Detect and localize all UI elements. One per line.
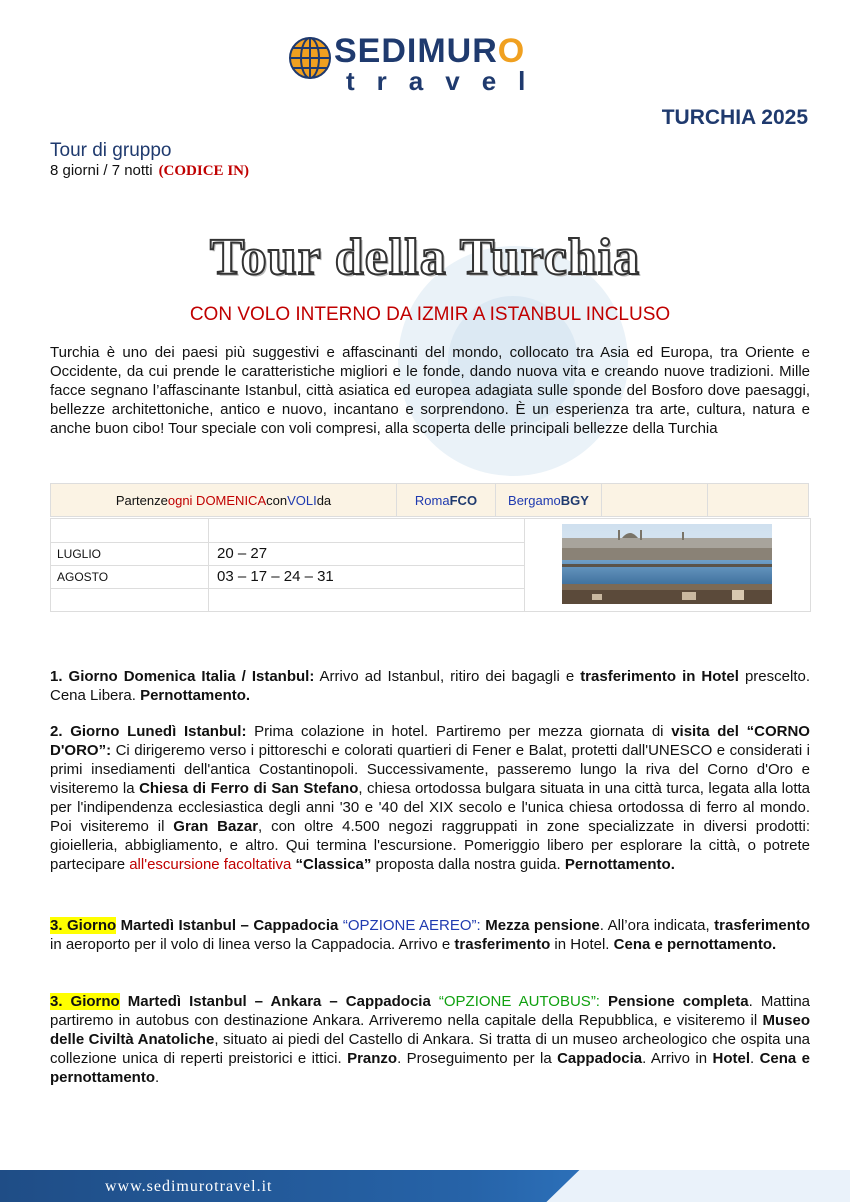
departure-empty-cell xyxy=(708,484,808,516)
logo-o-letter: O xyxy=(497,32,526,70)
logo-brand-top: SEDIMURO xyxy=(334,32,526,70)
days-cell: 03 – 17 – 24 – 31 xyxy=(217,568,334,585)
country-year: TURCHIA 2025 xyxy=(661,106,808,129)
tour-code: (CODICE IN) xyxy=(158,163,249,179)
logo-brand-bottom: travel xyxy=(346,66,548,96)
departure-city-rome: Roma FCO xyxy=(397,484,496,516)
itinerary-day-1: 1. Giorno Domenica Italia / Istanbul: Arrivo ad Istanbul, ritiro dei bagagli e trasferimento in Hotel prescelto. Cena Libera. Pernottamento. xyxy=(50,668,810,704)
tour-type: Tour di gruppo xyxy=(50,140,172,161)
days-cell: 20 – 27 xyxy=(217,545,268,562)
intro-paragraph: Turchia è uno dei paesi più suggestivi e affascinanti del mondo, collocato tra Asia ed Europa, tra Oriente e Occidente, da cui prende le caratteristiche migliori e le fonde, dando nuova vita e creando nuove tradizioni. Mille facce segnano l’affascinante Istanbul, città asiatica ed europea adagiata sulle sponde del Bosforo dove paesaggi, bellezze architettoniche, antico e nuovo, incantano e sorprendono. È un esperienza tra arte, cultura, natura e anche buon cibo! Tour speciale con voli compresi, alla scoperta delle principali bellezze della Turchia xyxy=(50,344,810,437)
globe-icon xyxy=(288,36,332,80)
departure-empty-cell xyxy=(602,484,708,516)
table-row xyxy=(51,565,524,589)
tour-duration: 8 giorni / 7 notti (CODICE IN) xyxy=(50,162,249,179)
departure-city-bergamo: Bergamo BGY xyxy=(496,484,602,516)
table-row xyxy=(51,519,524,543)
page-subtitle: CON VOLO INTERNO DA IZMIR A ISTANBUL INCLUSO xyxy=(189,304,671,325)
table-row xyxy=(51,542,524,566)
itinerary-day-3-bus: 3. Giorno Martedì Istanbul – Ankara – Cappadocia “OPZIONE AUTOBUS”: Pensione completa. Mattina partiremo in autobus con destinazione Ankara. Arriveremo nella capitale della Repubblica, e visiteremo il Museo delle Civiltà Anatoliche, situato ai piedi del Castello di Ankara. Si tratta di un museo archeologico che ospita una collezione unica di reperti preistorici e ittici. Pranzo. Proseguimento per la Cappadocia. Arrivo in Hotel. Cena e pernottamento. xyxy=(50,993,811,1086)
itinerary-day-2: 2. Giorno Lunedì Istanbul: Prima colazione in hotel. Partiremo per mezza giornata di visita del “CORNO D'ORO”: Ci dirigeremo verso i pittoreschi e colorati quartieri di Fener e Balat, protetti dall'UNESCO e considerati i primi insediamenti dell'antica Costantinopoli. Successivamente, passeremo lungo la riva del Corno d'Oro e visiteremo la Chiesa di Ferro di San Stefano, chiesa ortodossa bulgara situata in una città turca, legata alla lotta per l'indipendenza ecclesiastica degli anni '30 e '40 del XIX secolo e l'unica chiesa ortodossa di ferro al mondo. Poi visiteremo il Gran Bazar, con oltre 4.500 negozi raggruppati in zone specializzate in diversi prodotti: gioielleria, abbigliamento, e altro. Qui termina l'escursione. Pomeriggio libero per esplorare la città, o potrete partecipare all'escursione facoltativa “Classica” proposta dalla nostra guida. Pernottamento. xyxy=(50,723,811,873)
month-cell: AGOSTO xyxy=(51,565,209,588)
day-number-highlight: 3. Giorno xyxy=(50,993,120,1010)
departures-label: Partenze ogni DOMENICA con VOLI da xyxy=(51,484,397,516)
itinerary-day-3-flight: 3. Giorno Martedì Istanbul – Cappadocia “OPZIONE AEREO”: Mezza pensione. All’ora indicata, trasferimento in aeroporto per il volo di linea verso la Cappadocia. Arrivo e trasferimento in Hotel. Cena e pernottamento. xyxy=(50,917,811,953)
istanbul-photo xyxy=(562,524,772,604)
month-cell: LUGLIO xyxy=(51,542,209,565)
day-number-highlight: 3. Giorno xyxy=(50,917,117,934)
website-link[interactable]: www.sedimurotravel.it xyxy=(105,1178,273,1195)
departures-bar xyxy=(50,483,809,517)
brand-logo xyxy=(288,32,588,96)
table-row xyxy=(51,588,524,611)
page-title: Tour della Turchia xyxy=(209,229,641,286)
